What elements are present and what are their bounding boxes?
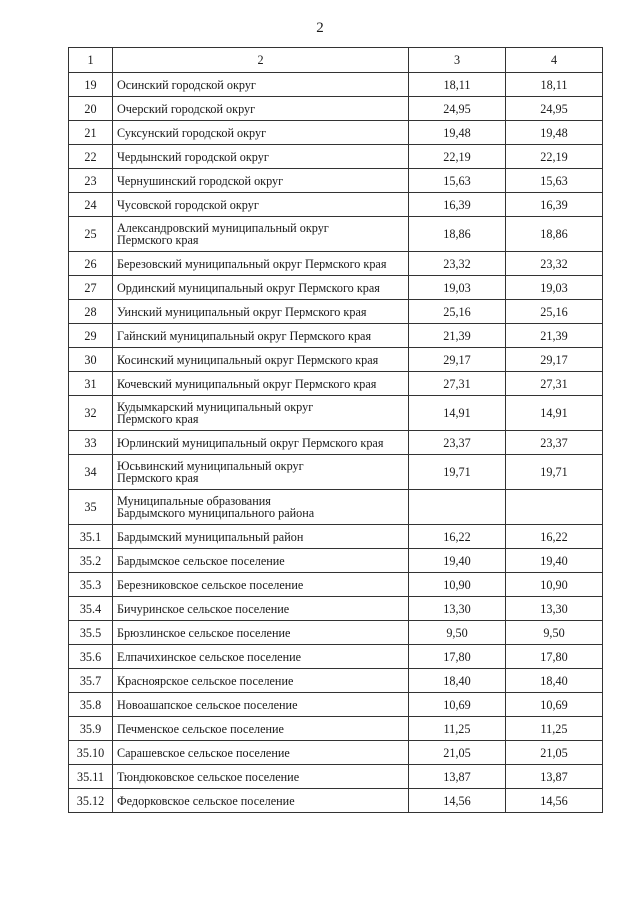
row-value-col3: 29,17	[409, 348, 506, 372]
row-number: 25	[69, 217, 113, 252]
row-number: 33	[69, 431, 113, 455]
row-name: Новоашапское сельское поселение	[113, 693, 409, 717]
row-name: Ординский муниципальный округ Пермского края	[113, 276, 409, 300]
row-value-col3: 19,40	[409, 549, 506, 573]
row-number: 22	[69, 145, 113, 169]
row-name: Печменское сельское поселение	[113, 717, 409, 741]
row-value-col3: 14,91	[409, 396, 506, 431]
row-name: Березовский муниципальный округ Пермского края	[113, 252, 409, 276]
row-number: 28	[69, 300, 113, 324]
row-value-col3: 24,95	[409, 97, 506, 121]
row-number: 27	[69, 276, 113, 300]
row-number: 35.8	[69, 693, 113, 717]
row-value-col4: 19,03	[506, 276, 603, 300]
row-value-col3: 10,90	[409, 573, 506, 597]
header-cell-4: 4	[506, 48, 603, 73]
row-value-col4: 9,50	[506, 621, 603, 645]
row-value-col4: 19,48	[506, 121, 603, 145]
table-row	[69, 300, 603, 324]
table-row	[69, 193, 603, 217]
row-name: Бардымское сельское поселение	[113, 549, 409, 573]
row-number: 35.2	[69, 549, 113, 573]
table-row	[69, 372, 603, 396]
row-number: 23	[69, 169, 113, 193]
row-value-col4: 13,30	[506, 597, 603, 621]
row-number: 31	[69, 372, 113, 396]
row-value-col4: 18,40	[506, 669, 603, 693]
row-name: Бичуринское сельское поселение	[113, 597, 409, 621]
table-row	[69, 276, 603, 300]
row-value-col3: 15,63	[409, 169, 506, 193]
row-value-col4: 18,11	[506, 73, 603, 97]
row-value-col3: 17,80	[409, 645, 506, 669]
table-row	[69, 525, 603, 549]
table-row	[69, 348, 603, 372]
row-value-col4: 16,22	[506, 525, 603, 549]
row-name: Осинский городской округ	[113, 73, 409, 97]
page-number: 2	[316, 20, 324, 36]
table-row	[69, 645, 603, 669]
row-value-col3: 18,86	[409, 217, 506, 252]
header-cell-3: 3	[409, 48, 506, 73]
table-row	[69, 73, 603, 97]
row-number: 35.1	[69, 525, 113, 549]
row-number: 35.4	[69, 597, 113, 621]
row-value-col3: 14,56	[409, 789, 506, 813]
row-number: 29	[69, 324, 113, 348]
row-value-col3: 19,71	[409, 455, 506, 490]
row-number: 20	[69, 97, 113, 121]
row-number: 21	[69, 121, 113, 145]
table-row	[69, 669, 603, 693]
row-value-col4: 17,80	[506, 645, 603, 669]
row-value-col3: 19,03	[409, 276, 506, 300]
table-row	[69, 169, 603, 193]
header-cell-1: 1	[69, 48, 113, 73]
table-row	[69, 549, 603, 573]
row-name: Елпачихинское сельское поселение	[113, 645, 409, 669]
row-name: Чусовской городской округ	[113, 193, 409, 217]
row-name: Бардымский муниципальный район	[113, 525, 409, 549]
table-row	[69, 597, 603, 621]
row-number: 35.11	[69, 765, 113, 789]
row-name: Александровский муниципальный округ Пермского края	[113, 217, 409, 252]
row-value-col4: 24,95	[506, 97, 603, 121]
table-header-row	[69, 48, 603, 73]
table-row	[69, 324, 603, 348]
table-row	[69, 97, 603, 121]
table-row	[69, 765, 603, 789]
table-row	[69, 252, 603, 276]
table-row	[69, 490, 603, 525]
row-number: 24	[69, 193, 113, 217]
row-number: 35.3	[69, 573, 113, 597]
row-value-col3	[409, 490, 506, 525]
row-name: Брюзлинское сельское поселение	[113, 621, 409, 645]
row-name: Суксунский городской округ	[113, 121, 409, 145]
row-value-col4	[506, 490, 603, 525]
table-row	[69, 573, 603, 597]
table-row	[69, 789, 603, 813]
table-row	[69, 145, 603, 169]
row-number: 19	[69, 73, 113, 97]
row-value-col4: 25,16	[506, 300, 603, 324]
row-number: 35.5	[69, 621, 113, 645]
row-number: 35.10	[69, 741, 113, 765]
row-value-col4: 14,56	[506, 789, 603, 813]
row-value-col4: 27,31	[506, 372, 603, 396]
row-name: Чердынский городской округ	[113, 145, 409, 169]
row-number: 35	[69, 490, 113, 525]
row-value-col4: 19,71	[506, 455, 603, 490]
data-table	[68, 47, 603, 813]
table-row	[69, 717, 603, 741]
row-value-col4: 11,25	[506, 717, 603, 741]
table-row	[69, 741, 603, 765]
table-row	[69, 431, 603, 455]
row-value-col4: 22,19	[506, 145, 603, 169]
row-value-col3: 19,48	[409, 121, 506, 145]
table-row	[69, 217, 603, 252]
row-value-col3: 22,19	[409, 145, 506, 169]
row-value-col3: 23,32	[409, 252, 506, 276]
table-row	[69, 121, 603, 145]
row-name: Муниципальные образования Бардымского муниципального района	[113, 490, 409, 525]
row-name: Уинский муниципальный округ Пермского края	[113, 300, 409, 324]
row-number: 30	[69, 348, 113, 372]
row-name: Косинский муниципальный округ Пермского края	[113, 348, 409, 372]
row-value-col4: 21,05	[506, 741, 603, 765]
row-value-col3: 9,50	[409, 621, 506, 645]
row-name: Чернушинский городской округ	[113, 169, 409, 193]
row-name: Юсьвинский муниципальный округ Пермского края	[113, 455, 409, 490]
row-value-col3: 18,40	[409, 669, 506, 693]
row-value-col4: 13,87	[506, 765, 603, 789]
row-number: 35.7	[69, 669, 113, 693]
row-name: Красноярское сельское поселение	[113, 669, 409, 693]
row-name: Кудымкарский муниципальный округ Пермского края	[113, 396, 409, 431]
row-number: 35.12	[69, 789, 113, 813]
row-value-col4: 23,32	[506, 252, 603, 276]
row-value-col3: 13,30	[409, 597, 506, 621]
table-row	[69, 621, 603, 645]
row-name: Березниковское сельское поселение	[113, 573, 409, 597]
row-value-col3: 25,16	[409, 300, 506, 324]
row-name: Кочевский муниципальный округ Пермского края	[113, 372, 409, 396]
row-value-col4: 29,17	[506, 348, 603, 372]
row-value-col3: 21,05	[409, 741, 506, 765]
row-number: 34	[69, 455, 113, 490]
row-number: 35.6	[69, 645, 113, 669]
table-row	[69, 396, 603, 431]
row-value-col4: 10,90	[506, 573, 603, 597]
row-value-col3: 13,87	[409, 765, 506, 789]
table-row	[69, 455, 603, 490]
row-name: Сарашевское сельское поселение	[113, 741, 409, 765]
row-number: 35.9	[69, 717, 113, 741]
row-value-col4: 10,69	[506, 693, 603, 717]
row-value-col4: 16,39	[506, 193, 603, 217]
row-value-col4: 21,39	[506, 324, 603, 348]
row-name: Гайнский муниципальный округ Пермского края	[113, 324, 409, 348]
row-number: 32	[69, 396, 113, 431]
table-row	[69, 693, 603, 717]
row-value-col3: 16,22	[409, 525, 506, 549]
row-value-col4: 18,86	[506, 217, 603, 252]
row-value-col4: 14,91	[506, 396, 603, 431]
row-value-col4: 15,63	[506, 169, 603, 193]
row-name: Федорковское сельское поселение	[113, 789, 409, 813]
row-value-col3: 18,11	[409, 73, 506, 97]
row-value-col4: 19,40	[506, 549, 603, 573]
header-cell-2: 2	[113, 48, 409, 73]
row-name: Тюндюковское сельское поселение	[113, 765, 409, 789]
row-value-col3: 16,39	[409, 193, 506, 217]
row-value-col3: 21,39	[409, 324, 506, 348]
row-value-col3: 11,25	[409, 717, 506, 741]
row-name: Очерский городской округ	[113, 97, 409, 121]
row-value-col3: 27,31	[409, 372, 506, 396]
row-number: 26	[69, 252, 113, 276]
row-value-col4: 23,37	[506, 431, 603, 455]
row-value-col3: 23,37	[409, 431, 506, 455]
row-name: Юрлинский муниципальный округ Пермского края	[113, 431, 409, 455]
row-value-col3: 10,69	[409, 693, 506, 717]
